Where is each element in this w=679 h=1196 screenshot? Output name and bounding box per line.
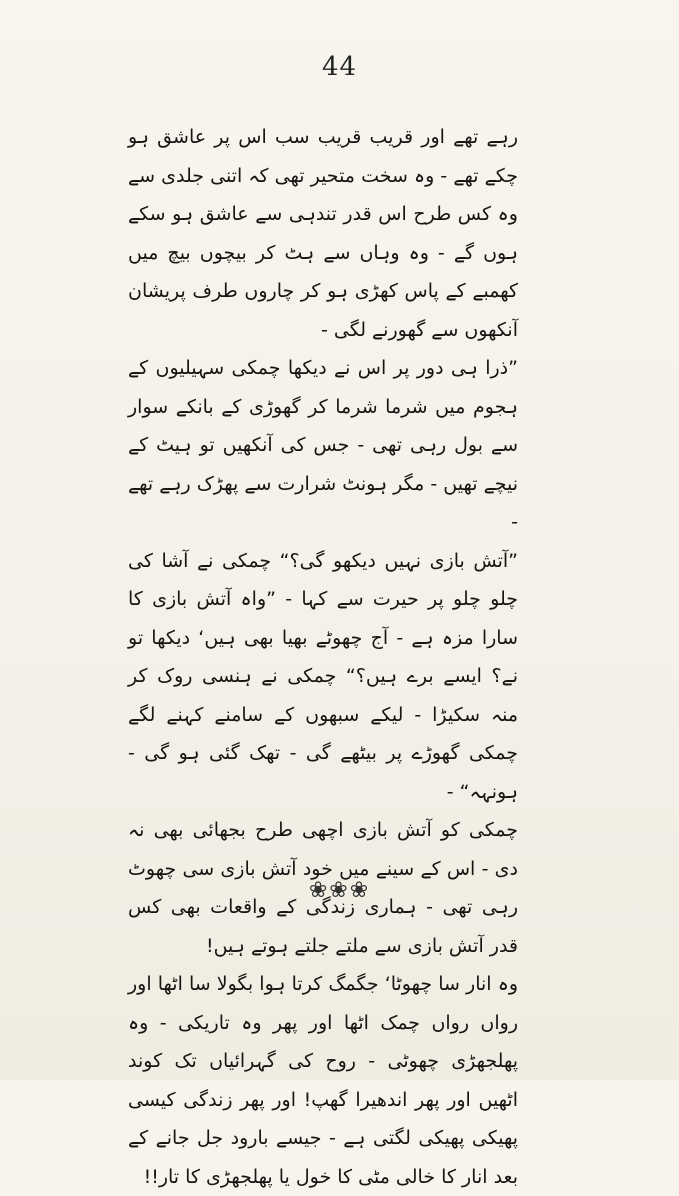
page-number: 44 — [321, 52, 358, 82]
body-text — [128, 118, 518, 1196]
paragraph: ”آتش بازی نہیں دیکھو گی؟“ چمکی نے آشا کی چلو چلو پر حیرت سے کہا - ”واہ آتش بازی کا سارا مزہ ہے - آج چھوٹے بھیا بھی ہیں‘ دیکھا تو نے؟ ایسے برے ہیں؟“ چمکی نے ہنسی روک کر منہ سکیڑا - لیکے سبھوں کے سامنے کہنے لگے چمکی گھوڑے پر بیٹھے گی - تھک گئی ہو گی - ہونہہ“ - — [128, 549, 518, 803]
paragraph: ”ذرا ہی دور پر اس نے دیکھا چمکی سہیلیوں کے ہجوم میں شرما شرما کر گھوڑی کے بانکے سوار سے بول رہی تھی - جس کی آنکھیں تو ہیٹ کے نیچے تھیں - مگر ہونٹ شرارت سے پھڑک رہے تھے - — [128, 357, 518, 533]
paragraph: وہ انار سا چھوٹا‘ جگمگ کرتا ہوا بگولا سا اٹھا اور رواں رواں چمک اٹھا اور پھر وہ تاریکی - وہ پھلجھڑی چھوٹی - روح کی گہرائیاں تک کوند اٹھیں اور پھر اندھیرا گھپ! اور پھر زندگی کیسی پھیکی پھیکی لگتی ہے - جیسے بارود جل جانے کے بعد انار کا خالی مٹی کا خول یا پھلجھڑی کا تار!! — [128, 973, 518, 1188]
section-separator-stars: ❀❀❀ — [308, 878, 371, 903]
paragraph: رہے تھے اور قریب قریب سب اس پر عاشق ہو چکے تھے - وہ سخت متحیر تھی کہ اتنی جلدی سے وہ کس طرح اس قدر تندہی سے عاشق ہو سکے ہوں گے - وہ وہاں سے ہٹ کر بیچوں بیچ میں کھمبے کے پاس کھڑی ہو کر چاروں طرف پریشان آنکھوں سے گھورنے لگی - — [128, 126, 518, 341]
paragraph: چمکی کو آتش بازی اچھی طرح بجھائی بھی نہ دی - اس کے سینے میں خود آتش بازی سی چھوٹ رہی تھی - ہماری زندگی کے واقعات بھی کس قدر آتش بازی سے ملتے جلتے ہوتے ہیں! — [128, 819, 518, 957]
